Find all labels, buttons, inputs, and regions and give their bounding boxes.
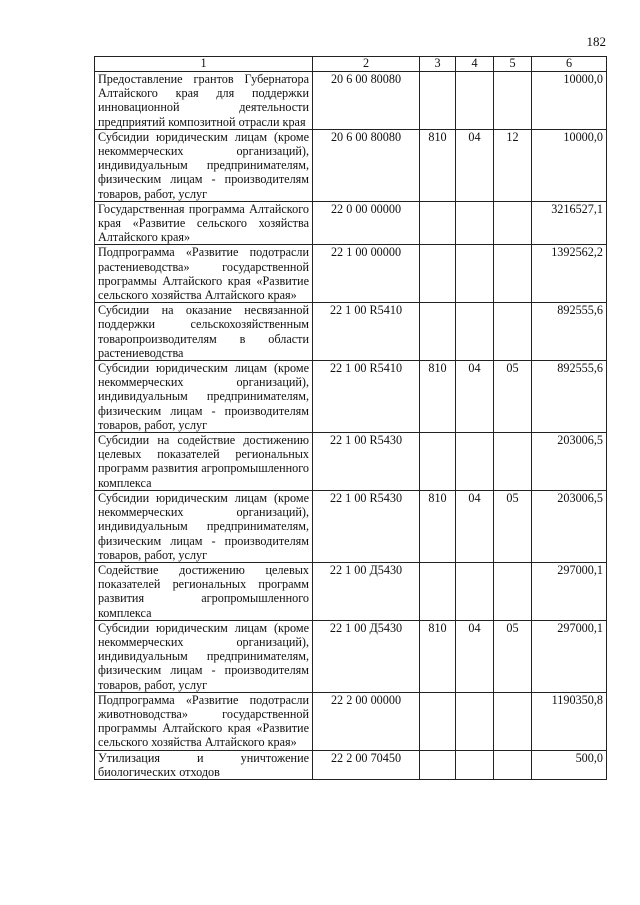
row-name: Субсидии на оказание несвязанной поддержки сельскохозяйственным товаропроизводителям в области растениеводства xyxy=(95,303,313,361)
row-rz xyxy=(456,303,494,361)
budget-table xyxy=(94,56,607,780)
header-row xyxy=(95,57,607,72)
row-pr xyxy=(494,692,532,750)
row-amount: 10000,0 xyxy=(532,129,607,201)
row-code: 22 2 00 00000 xyxy=(313,692,420,750)
row-pr: 05 xyxy=(494,620,532,692)
row-code: 22 2 00 70450 xyxy=(313,750,420,779)
row-rz xyxy=(456,692,494,750)
row-rz xyxy=(456,72,494,130)
row-rz xyxy=(456,433,494,491)
header-col-6: 6 xyxy=(532,57,607,72)
row-code: 22 0 00 00000 xyxy=(313,201,420,245)
header-col-3: 3 xyxy=(420,57,456,72)
row-code: 22 1 00 R5410 xyxy=(313,361,420,433)
page-number: 182 xyxy=(586,34,606,49)
table-header xyxy=(95,57,607,72)
row-amount: 500,0 xyxy=(532,750,607,779)
row-pr xyxy=(494,72,532,130)
row-vr: 810 xyxy=(420,129,456,201)
row-amount: 203006,5 xyxy=(532,433,607,491)
row-name: Субсидии юридическим лицам (кроме некоммерческих организаций), индивидуальным предпринимателям, физическим лицам - производителям товаров, работ, услуг xyxy=(95,490,313,562)
row-name: Подпрограмма «Развитие подотрасли растениеводства» государственной программы Алтайского края «Развитие сельского хозяйства Алтайского края» xyxy=(95,245,313,303)
row-rz: 04 xyxy=(456,620,494,692)
row-name: Предоставление грантов Губернатора Алтайского края для поддержки инновационной деятельности предприятий композитной отрасли края xyxy=(95,72,313,130)
row-pr: 05 xyxy=(494,361,532,433)
table-row xyxy=(95,129,607,201)
table-row xyxy=(95,620,607,692)
row-code: 22 1 00 00000 xyxy=(313,245,420,303)
row-vr: 810 xyxy=(420,490,456,562)
table-row xyxy=(95,562,607,620)
row-vr xyxy=(420,245,456,303)
row-code: 20 6 00 80080 xyxy=(313,129,420,201)
row-name: Субсидии юридическим лицам (кроме некоммерческих организаций), индивидуальным предпринимателям, физическим лицам - производителям товаров, работ, услуг xyxy=(95,129,313,201)
row-amount: 297000,1 xyxy=(532,562,607,620)
row-code: 22 1 00 Д5430 xyxy=(313,620,420,692)
row-name: Субсидии юридическим лицам (кроме некоммерческих организаций), индивидуальным предпринимателям, физическим лицам - производителям товаров, работ, услуг xyxy=(95,620,313,692)
table-row xyxy=(95,361,607,433)
row-vr xyxy=(420,303,456,361)
table-row xyxy=(95,303,607,361)
header-col-5: 5 xyxy=(494,57,532,72)
header-col-4: 4 xyxy=(456,57,494,72)
row-rz xyxy=(456,562,494,620)
row-rz xyxy=(456,245,494,303)
row-rz xyxy=(456,750,494,779)
row-amount: 297000,1 xyxy=(532,620,607,692)
table-row xyxy=(95,692,607,750)
row-pr xyxy=(494,562,532,620)
row-vr: 810 xyxy=(420,361,456,433)
row-rz xyxy=(456,201,494,245)
row-name: Утилизация и уничтожение биологических отходов xyxy=(95,750,313,779)
row-vr xyxy=(420,72,456,130)
row-vr xyxy=(420,433,456,491)
row-pr: 12 xyxy=(494,129,532,201)
row-name: Субсидии на содействие достижению целевых показателей региональных программ развития агропромышленного комплекса xyxy=(95,433,313,491)
row-rz: 04 xyxy=(456,490,494,562)
table-row xyxy=(95,201,607,245)
row-code: 22 1 00 R5430 xyxy=(313,433,420,491)
header-col-1: 1 xyxy=(95,57,313,72)
row-name: Субсидии юридическим лицам (кроме некоммерческих организаций), индивидуальным предпринимателям, физическим лицам - производителям товаров, работ, услуг xyxy=(95,361,313,433)
table-body xyxy=(95,72,607,780)
row-vr xyxy=(420,750,456,779)
row-rz: 04 xyxy=(456,129,494,201)
header-col-2: 2 xyxy=(313,57,420,72)
row-code: 22 1 00 Д5430 xyxy=(313,562,420,620)
row-pr xyxy=(494,750,532,779)
row-name: Подпрограмма «Развитие подотрасли животноводства» государственной программы Алтайского края «Развитие сельского хозяйства Алтайского края» xyxy=(95,692,313,750)
row-amount: 203006,5 xyxy=(532,490,607,562)
row-pr xyxy=(494,201,532,245)
row-code: 20 6 00 80080 xyxy=(313,72,420,130)
row-code: 22 1 00 R5430 xyxy=(313,490,420,562)
row-vr xyxy=(420,692,456,750)
row-pr xyxy=(494,433,532,491)
row-amount: 892555,6 xyxy=(532,303,607,361)
row-rz: 04 xyxy=(456,361,494,433)
row-amount: 3216527,1 xyxy=(532,201,607,245)
table-row xyxy=(95,72,607,130)
row-amount: 10000,0 xyxy=(532,72,607,130)
row-pr xyxy=(494,245,532,303)
row-vr xyxy=(420,201,456,245)
row-amount: 892555,6 xyxy=(532,361,607,433)
row-name: Государственная программа Алтайского края «Развитие сельского хозяйства Алтайского края» xyxy=(95,201,313,245)
table-row xyxy=(95,245,607,303)
row-amount: 1392562,2 xyxy=(532,245,607,303)
row-vr xyxy=(420,562,456,620)
row-code: 22 1 00 R5410 xyxy=(313,303,420,361)
row-pr xyxy=(494,303,532,361)
table-row xyxy=(95,433,607,491)
table-row xyxy=(95,750,607,779)
table-row xyxy=(95,490,607,562)
row-pr: 05 xyxy=(494,490,532,562)
row-vr: 810 xyxy=(420,620,456,692)
row-name: Содействие достижению целевых показателей региональных программ развития агропромышленного комплекса xyxy=(95,562,313,620)
row-amount: 1190350,8 xyxy=(532,692,607,750)
